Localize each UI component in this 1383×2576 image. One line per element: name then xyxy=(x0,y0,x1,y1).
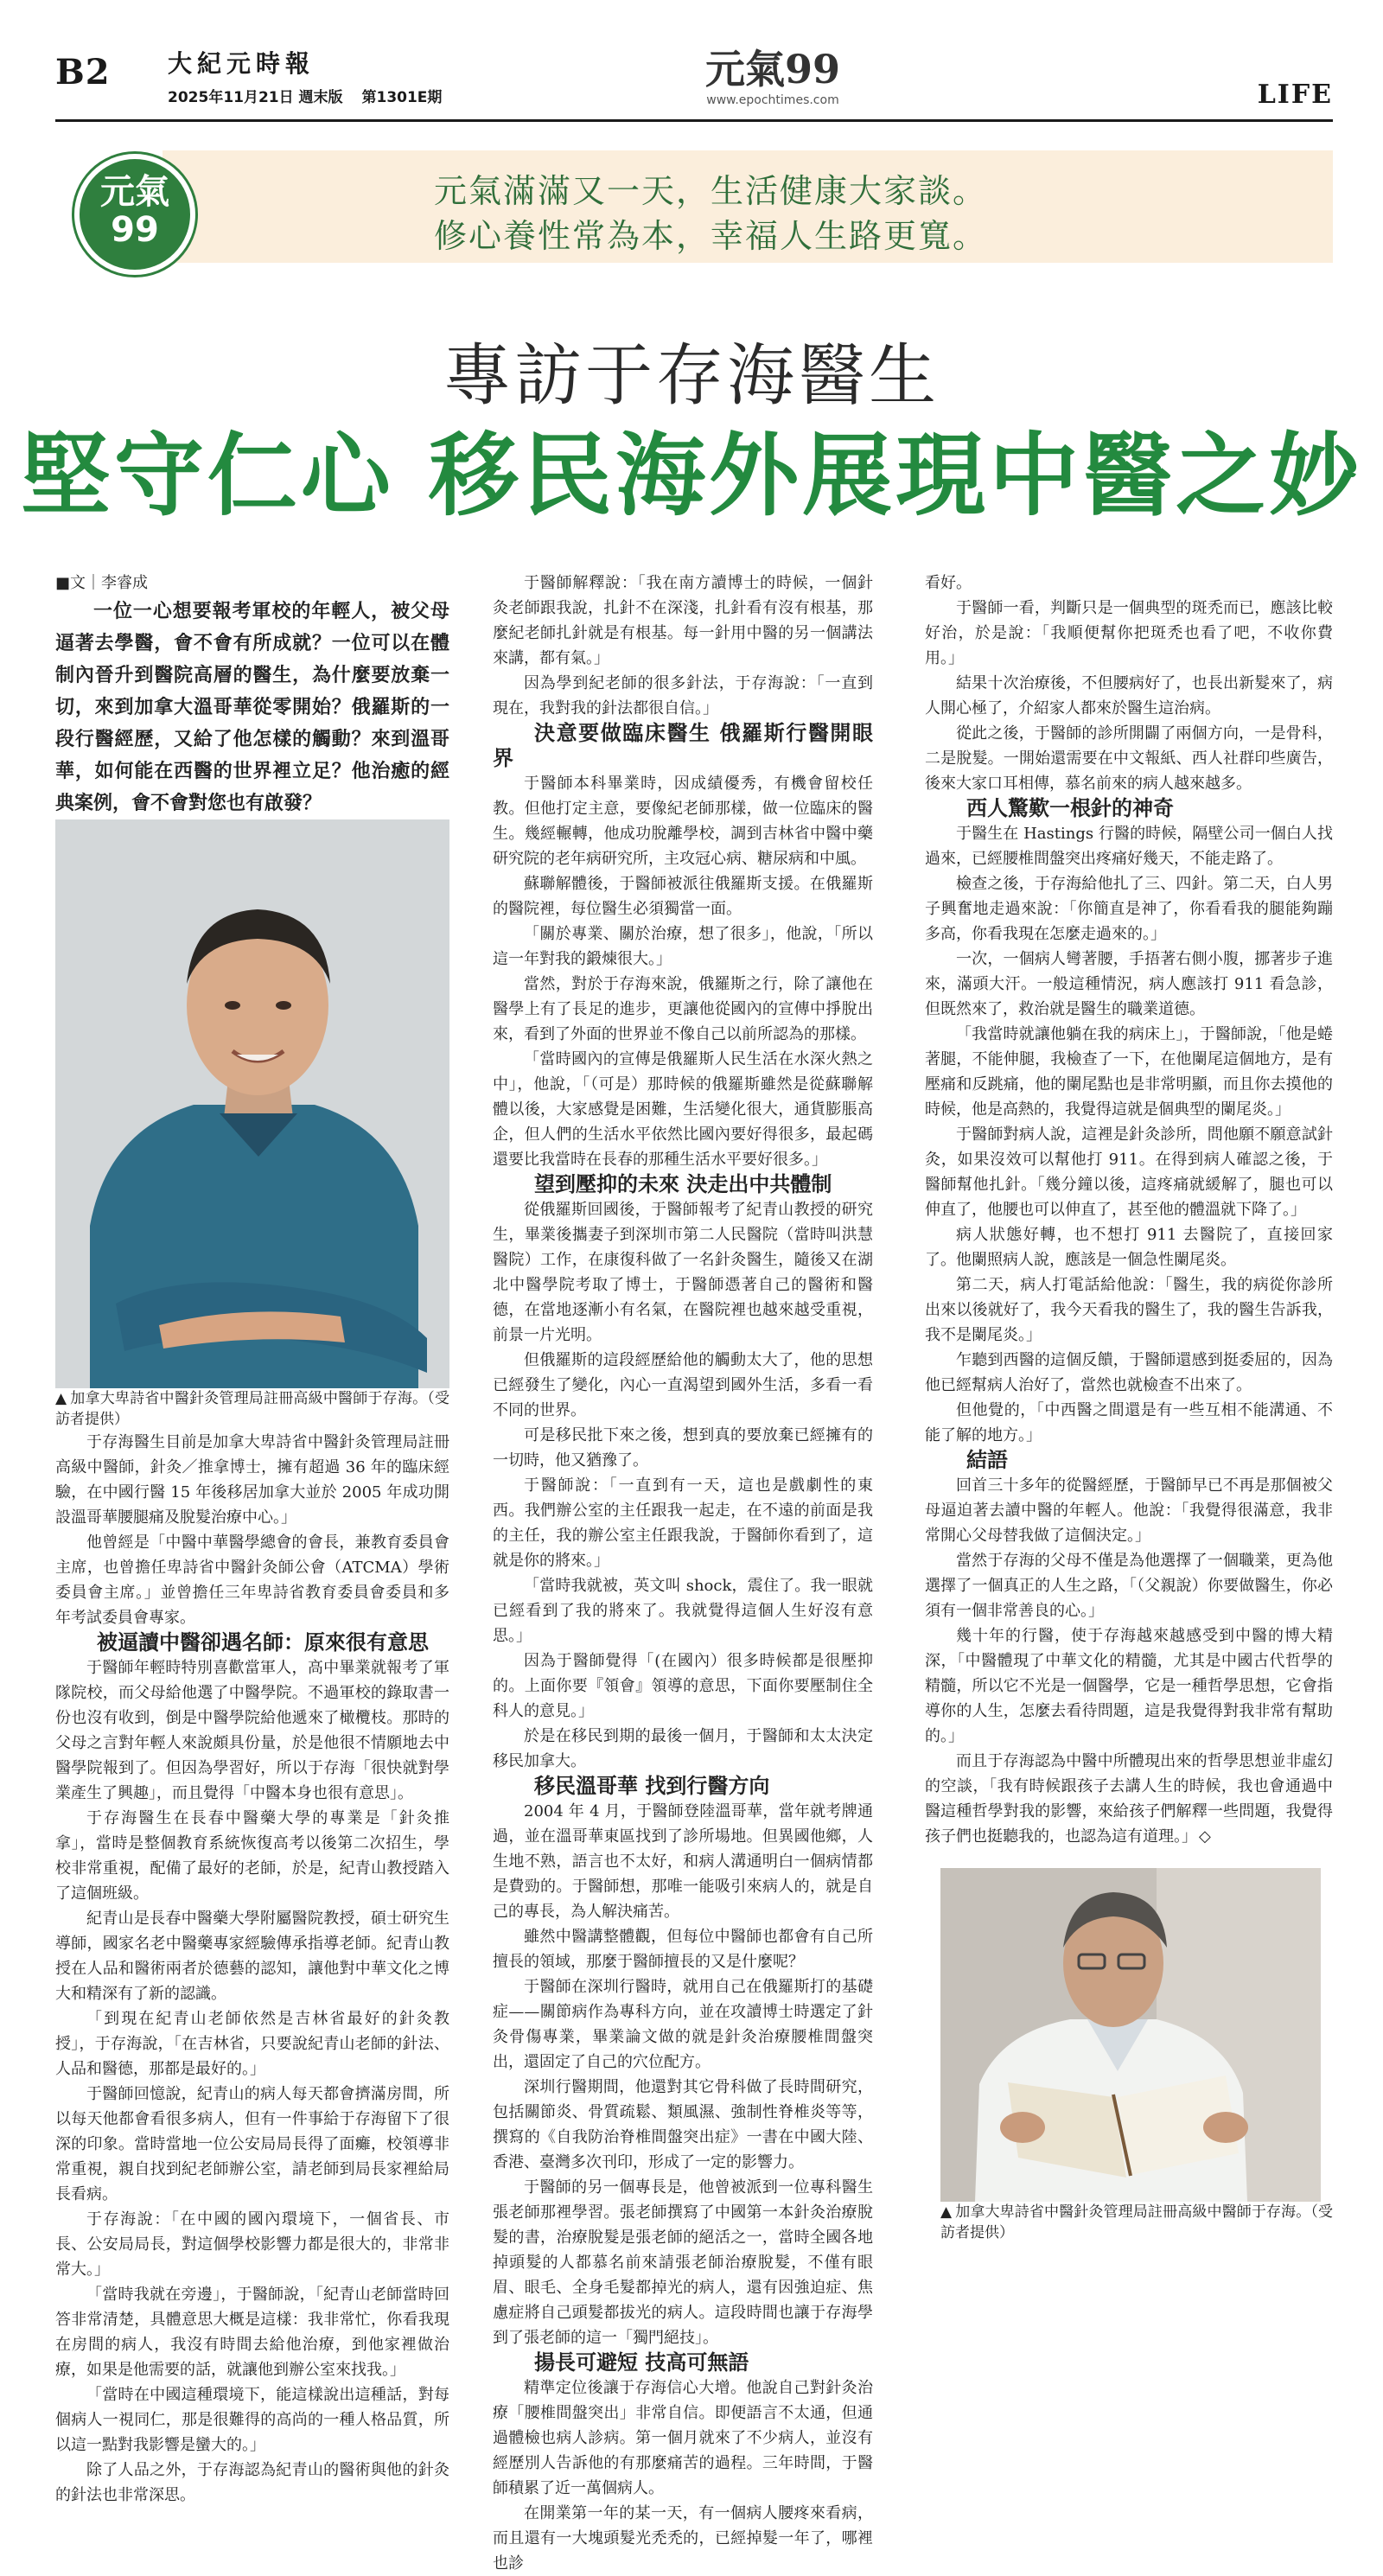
column3-paragraph: 看好。 xyxy=(925,574,972,592)
section3-paragraph: 於是在移民到期的最後一個月，于醫師和太太決定移民加拿大。 xyxy=(493,1727,873,1770)
column-3 xyxy=(925,571,1333,2243)
section2-paragraph: 當然，對於于存海來說，俄羅斯之行，除了讓他在醫學上有了長足的進步，更讓他從國內的宣傳中掙脫出來，看到了外面的世界並不像自己以前所認為的那樣。 xyxy=(493,975,873,1043)
section3-paragraph: 「當時我就被，英文叫 shock，震住了。我一眼就已經看到了我的將來了。我就覺得這個人生好沒有意思。」 xyxy=(493,1577,873,1645)
section4-paragraph: 于醫師的另一個專長是，他曾被派到一位專科醫生張老師那裡學習。張老師撰寫了中國第一本針灸治療脫髮的書，治療脫髮是張老師的絕活之一，當時全國各地掉頭髮的人都慕名前來請張老師治療脫髮，不僅有眼眉、眼毛、全身毛髮都掉光的病人，還有因強迫症、焦慮症將自己頭髮都拔光的病人。這段時間也讓于存海學到了張老師的這一「獨門絕技」。 xyxy=(493,2178,873,2347)
column3-paragraph: 于醫師一看，判斷只是一個典型的斑禿而已，應該比較好治，於是說：「我順便幫你把斑禿也看了吧，不收你費用。」 xyxy=(925,599,1333,667)
section6-paragraph: 于醫師對病人說，這裡是針灸診所，問他願不願意試針灸，如果沒效可以幫他打 911。在得到病人確認之後，于醫師幫他扎針。「幾分鐘以後，這疼痛就緩解了，腿也可以伸直了，他腰也可以伸直了，甚至他的體溫就下降了。」 xyxy=(925,1125,1333,1219)
reading-doctor-photo-art xyxy=(940,1868,1321,2202)
section-heading-3: 望到壓抑的未來 決走出中共體制 xyxy=(534,1172,832,1196)
article-kicker: 專訪于存海醫生 xyxy=(443,337,940,415)
section6-paragraph: 但他覺的，「中西醫之間還是有一些互相不能溝通、不能了解的地方。」 xyxy=(925,1401,1333,1444)
section-title: 元氣99 xyxy=(704,46,840,92)
section-heading-4: 移民溫哥華 找到行醫方向 xyxy=(534,1774,770,1798)
intro-paragraph-1: 于存海醫生目前是加拿大卑詩省中醫針灸管理局註冊高級中醫師，針灸／推拿博士，擁有超過 36 年的臨床經驗，在中國行醫 15 年後移居加拿大並於 2005 年成功開設溫哥華腰腿痛及脫髮治療中心。」 xyxy=(55,1433,449,1527)
issue-line xyxy=(168,85,456,106)
section6-paragraph: 一次，一個病人彎著腰，手捂著右側小腹，挪著步子進來，滿頭大汗。一般這種情況，病人應該打 911 看急診，但既然來了，救治就是醫生的職業道德。 xyxy=(925,950,1333,1018)
masthead-rule xyxy=(55,119,1333,122)
intro-paragraph-2: 他曾經是「中醫中華醫學總會的會長，兼教育委員會主席，也曾擔任卑詩省中醫針灸師公會（ATCMA）學術委員會主席。」並曾擔任三年卑詩省教育委員會委員和多年考試委員會專家。 xyxy=(55,1533,449,1627)
banner-line-1: 元氣滿滿又一天，生活健康大家談。 xyxy=(434,172,988,210)
issue-date: 2025年11月21日 週末版 xyxy=(168,89,343,106)
badge-text-top: 元氣 xyxy=(100,172,169,212)
section3-paragraph: 因為于醫師覺得「(在國內）很多時候都是很壓抑的。上面你要『領會』領導的意思，下面你要壓制住全科人的意見。」 xyxy=(493,1652,873,1720)
section7-text: 而且于存海認為中醫中所體現出來的哲學思想並非虛幻的空談，「我有時候跟孩子去講人生的時候，我也會通過中醫這種哲學對我的影響，來給孩子們解釋一些問題，我覺得孩子們也挺聽我的，也認為這有道理。」 xyxy=(925,1752,1333,1846)
column-1 xyxy=(55,571,449,2508)
section3-paragraph: 但俄羅斯的這段經歷給他的觸動太大了，他的思想已經發生了變化，內心一直渴望到國外生活，多看一看不同的世界。 xyxy=(493,1351,873,1419)
section-heading-2: 決意要做臨床醫生 俄羅斯行醫開眼界 xyxy=(493,721,873,770)
column2-paragraph: 因為學到紀老師的很多針法，于存海說：「一直到現在，我對我的針法都很自信。」 xyxy=(493,674,873,717)
caption-marker: ▲ xyxy=(940,2203,953,2221)
portrait-photo xyxy=(55,819,449,1388)
section6-paragraph: 「我當時就讓他躺在我的病床上」，于醫師說，「他是蜷著腿，不能伸腿，我檢查了一下，在他闌尾這個地方，是有壓痛和反跳痛，他的闌尾點也是非常明顯，而且你去摸他的時候，他是高熱的，我覺得這就是個典型的闌尾炎。」 xyxy=(925,1025,1333,1119)
section2-paragraph: 于醫師本科畢業時，因成績優秀，有機會留校任教。但他打定主意，要像紀老師那樣，做一位臨床的醫生。幾經輾轉，他成功脫離學校，調到吉林省中醫中藥研究院的老年病研究所，主攻冠心病、糖尿病和中風。 xyxy=(493,775,873,868)
caption-marker: ▲ xyxy=(55,1390,67,1407)
section-heading-6: 西人驚歎一根針的神奇 xyxy=(966,796,1174,820)
section7-paragraph xyxy=(925,1749,1333,1849)
section6-paragraph: 于醫生在 Hastings 行醫的時候，隔壁公司一個白人找過來，已經腰椎間盤突出疼痛好幾天，不能走路了。 xyxy=(925,825,1333,868)
banner-line-2: 修心養性常為本，幸福人生路更寬。 xyxy=(434,217,988,255)
column3-paragraph: 從此之後，于醫師的診所開闢了兩個方向，一是骨科，二是脫髮。一開始還需要在中文報紙、西人社群印些廣告，後來大家口耳相傳，慕名前來的病人越來越多。 xyxy=(925,724,1333,793)
section6-paragraph: 乍聽到西醫的這個反饋，于醫師還感到挺委屈的，因為他已經幫病人治好了，當然也就檢查不出來了。 xyxy=(925,1351,1333,1394)
section6-paragraph: 第二天，病人打電話給他說：「醫生，我的病從你診所出來以後就好了，我今天看我的醫生了，我的醫生告訴我，我不是闌尾炎。」 xyxy=(925,1276,1333,1344)
section1-paragraph: 于醫師回憶說，紀青山的病人每天都會擠滿房間，所以每天他都會看很多病人，但有一件事給于存海留下了很深的印象。當時當地一位公安局局長得了面癱，校領導非常重視，親自找到紀老師辦公室，請老師到局長家裡給局長看病。 xyxy=(55,2085,449,2203)
section1-paragraph: 「當時我就在旁邊」，于醫師說，「紀青山老師當時回答非常清楚，具體意思大概是這樣：我非常忙，你看我現在房間的病人，我沒有時間去給他治療，到他家裡做治療，如果是他需要的話，就讓他到辦公室來找我。」 xyxy=(55,2286,449,2379)
section-label: LIFE xyxy=(1257,80,1333,110)
section-heading-7: 結語 xyxy=(966,1448,1008,1472)
section3-paragraph: 可是移民批下來之後，想到真的要放棄已經擁有的一切時，他又猶豫了。 xyxy=(493,1426,873,1470)
section-heading-5: 揚長可避短 技高可無語 xyxy=(534,2350,749,2375)
section-banner xyxy=(163,150,1333,263)
section2-paragraph: 蘇聯解體後，于醫師被派往俄羅斯支援。在俄羅斯的醫院裡，每位醫生必須獨當一面。 xyxy=(493,875,873,918)
section1-paragraph: 紀青山是長春中醫藥大學附屬醫院教授，碩士研究生導師，國家名老中醫藥專家經驗傳承指導老師。紀青山教授在人品和醫術兩者於德藝的認知，讓他對中華文化之博大和精深有了新的認識。 xyxy=(55,1910,449,2003)
article-headline: 堅守仁心 移民海外展現中醫之妙 xyxy=(20,423,1363,528)
section4-paragraph: 深圳行醫期間，他還對其它骨科做了長時間研究，包括關節炎、骨質疏鬆、類風濕、強制性脊椎炎等等，撰寫的《自我防治脊椎間盤突出症》一書在中國大陸、香港、臺灣多次刊印，形成了一定的影響力。 xyxy=(493,2078,873,2171)
column3-paragraph: 結果十次治療後，不但腰病好了，也長出新髮來了，病人開心極了，介紹家人都來於醫生這治病。 xyxy=(925,674,1333,717)
reading-doctor-photo xyxy=(940,1868,1321,2202)
photo-caption-2 xyxy=(940,2202,1333,2243)
paper-info xyxy=(168,45,456,106)
section2-paragraph: 「關於專業、關於治療，想了很多」，他說，「所以這一年對我的鍛煉很大。」 xyxy=(493,925,873,968)
section7-paragraph: 當然于存海的父母不僅是為他選擇了一個職業，更為他選擇了一個真正的人生之路，「（父親說）你要做醫生，你必須有一個非常善良的心。」 xyxy=(925,1552,1333,1620)
section4-paragraph: 2004 年 4 月，于醫師登陸溫哥華，當年就考牌通過，並在溫哥華東區找到了診所場地。但異國他鄉，人生地不熟，語言也不太好，和病人溝通明白一個病情都是費勁的。于醫師想，那唯一能吸引來病人的，就是自己的專長，為人解決痛苦。 xyxy=(493,1802,873,1921)
section3-paragraph: 于醫師說：「一直到有一天，這也是戲劇性的東西。我們辦公室的主任跟我一起走，在不遠的前面是我的主任，我的辦公室主任跟我說，于醫師你看到了，這就是你的將來。」 xyxy=(493,1476,873,1570)
section-heading-1: 被逼讀中醫卻遇名師：原來很有意思 xyxy=(97,1630,429,1655)
lead-paragraph: 一位一心想要報考軍校的年輕人，被父母逼著去學醫，會不會有所成就？一位可以在體制內晉升到醫院高層的醫生，為什麼要放棄一切，來到加拿大溫哥華從零開始？俄羅斯的一段行醫經歷，又給了他怎樣的觸動？來到溫哥華，如何能在西醫的世界裡立足？他治癒的經典案例，會不會對您也有啟發？ xyxy=(55,601,449,814)
section6-paragraph: 病人狀態好轉，也不想打 911 去醫院了，直接回家了。他闌照病人說，應該是一個急性闌尾炎。 xyxy=(925,1226,1333,1269)
section-badge xyxy=(74,154,195,275)
issue-number: 第1301E期 xyxy=(361,89,443,106)
section7-paragraph: 回首三十多年的從醫經歷，于醫師早已不再是那個被父母逼迫著去讀中醫的年輕人。他說：「我覺得很滿意，我非常開心父母替我做了這個決定。」 xyxy=(925,1476,1333,1545)
section5-paragraph: 在開業第一年的某一天，有一個病人腰疼來看病，而且還有一大塊頭髮光禿禿的，已經掉髮一年了，哪裡也診 xyxy=(493,2504,873,2573)
caption-text: 加拿大卑詩省中醫針灸管理局註冊高級中醫師于存海。（受訪者提供） xyxy=(55,1390,450,1428)
caption-text: 加拿大卑詩省中醫針灸管理局註冊高級中醫師于存海。（受訪者提供） xyxy=(940,2203,1334,2241)
section1-paragraph: 于存海醫生在長春中醫藥大學的專業是「針灸推拿」，當時是整個教育系統恢復高考以後第二次招生，學校非常重視，配備了最好的老師，於是，紀青山教授踏入了這個班級。 xyxy=(55,1809,449,1903)
badge-text-bottom: 99 xyxy=(111,210,159,250)
page-number: B2 xyxy=(55,52,111,92)
section6-paragraph: 檢查之後，于存海給他扎了三、四針。第二天，白人男子興奮地走過來說：「你簡直是神了，你看看我的腿能夠蹦多高，你看我現在怎麼走過來的。」 xyxy=(925,875,1333,943)
portrait-photo-art xyxy=(55,819,449,1388)
end-mark: ◇ xyxy=(1199,1827,1211,1846)
section5-paragraph: 精準定位後讓于存海信心大增。他說自己對針灸治療「腰椎間盤突出」非常自信。即便語言不太通，但通過體檢也病人診病。第一個月就來了不少病人，並沒有經歷別人告訴他的有那麼痛苦的過程。三年時間，于醫師積累了近一萬個病人。 xyxy=(493,2379,873,2497)
section2-paragraph: 「當時國內的宣傳是俄羅斯人民生活在水深火熱之中」，他說，「（可是）那時候的俄羅斯雖然是從蘇聯解體以後，大家感覺是困難，生活變化很大，通貨膨脹高企，但人們的生活水平依然比國內要好得很多，最起碼還要比我當時在長春的那種生活水平要好很多。」 xyxy=(493,1050,873,1169)
photo-caption-1 xyxy=(55,1388,449,1430)
section4-paragraph: 于醫師在深圳行醫時，就用自己在俄羅斯打的基礎症——關節病作為專科方向，並在攻讀博士時選定了針灸骨傷專業，畢業論文做的就是針灸治療腰椎間盤突出，還固定了自己的穴位配方。 xyxy=(493,1978,873,2071)
section3-paragraph: 從俄羅斯回國後，于醫師報考了紀青山教授的研究生，畢業後攜妻子到深圳市第二人民醫院（當時叫洪慧醫院）工作，在康復科做了一名針灸醫生，隨後又在湖北中醫學院考取了博士，于醫師憑著自己的醫術和醫德，在當地逐漸小有名氣，在醫院裡也越來越受重視，前景一片光明。 xyxy=(493,1201,873,1344)
column-2 xyxy=(493,571,873,2576)
column2-paragraph: 于醫師解釋說：「我在南方讀博士的時候，一個針灸老師跟我說，扎針不在深淺，扎針看有沒有根基，那麼紀老師扎針就是有根基。每一針用中醫的另一個講法來講，都有氣。」 xyxy=(493,574,873,667)
section7-paragraph: 幾十年的行醫，使于存海越來越感受到中醫的博大精深，「中醫體現了中華文化的精髓，尤其是中國古代哲學的精髓，所以它不光是一個醫學，它是一種哲學思想，它會指導你的人生，怎麼去看待問題，這是我覺得對我非常有幫助的。」 xyxy=(925,1627,1333,1745)
section-url[interactable]: www.epochtimes.com xyxy=(706,93,839,107)
byline: ■文｜李睿成 xyxy=(55,574,149,592)
paper-name: 大紀元時報 xyxy=(168,49,315,78)
section1-paragraph: 于醫師年輕時特別喜歡當軍人，高中畢業就報考了軍隊院校，而父母給他選了中醫學院。不過軍校的錄取書一份也沒有收到，倒是中醫學院給他遞來了橄欖枝。那時的父母之言對年輕人來說頗具份量，於是他很不情願地去中醫學院報到了。但因為學習好，所以于存海「很快就對學業產生了興趣」，而且覺得「中醫本身也很有意思」。 xyxy=(55,1659,449,1802)
section1-paragraph: 于存海說：「在中國的國內環境下，一個省長、市長、公安局局長，對這個學校影響力都是很大的，非常非常大。」 xyxy=(55,2210,449,2279)
section1-paragraph: 「當時在中國這種環境下，能這樣說出這種話，對每個病人一視同仁，那是很難得的高尚的一種人格品質，所以這一點對我影響是蠻大的。」 xyxy=(55,2386,449,2454)
masthead xyxy=(55,29,1333,124)
section1-paragraph: 除了人品之外，于存海認為紀青山的醫術與他的針灸的針法也非常深思。 xyxy=(55,2461,449,2504)
section4-paragraph: 雖然中醫講整體觀，但每位中醫師也都會有自己所擅長的領域，那麼于醫師擅長的又是什麼呢？ xyxy=(493,1928,873,1971)
section1-paragraph: 「到現在紀青山老師依然是吉林省最好的針灸教授」，于存海說，「在吉林省，只要說紀青山老師的針法、人品和醫德，那都是最好的。」 xyxy=(55,2010,449,2078)
section-masthead xyxy=(617,38,928,107)
